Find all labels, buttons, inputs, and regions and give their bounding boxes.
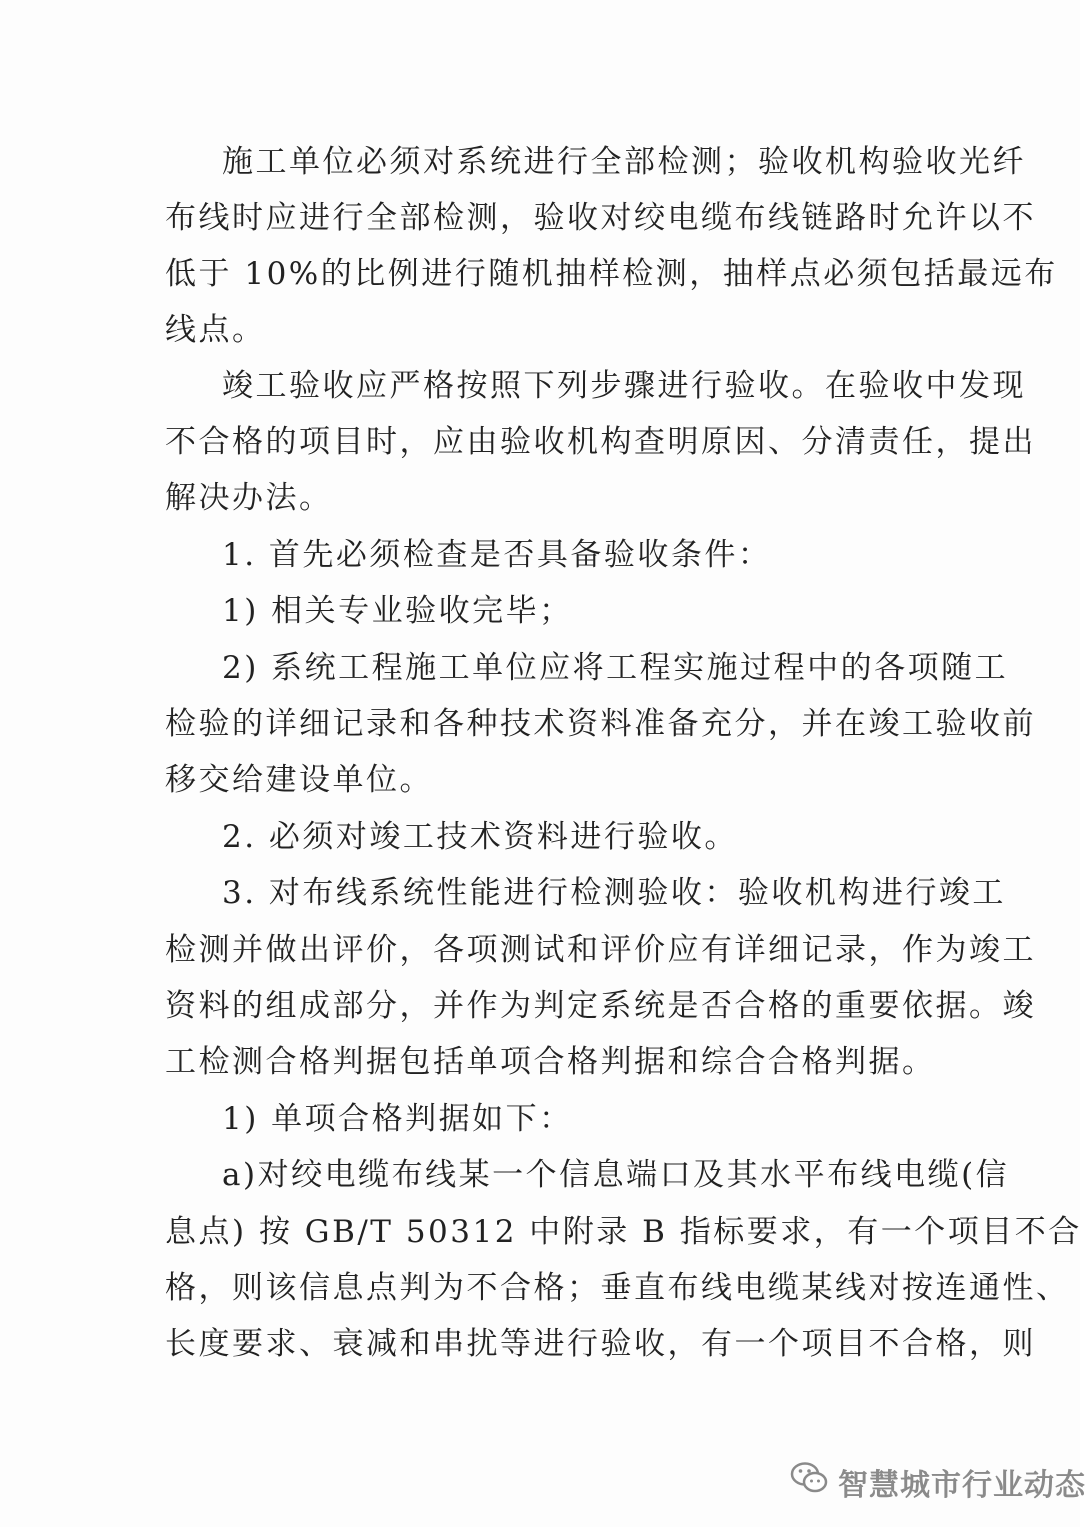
criteria-a-line-3: 格，则该信息点判为不合格；垂直布线电缆某线对按连通性、 [165, 1270, 1070, 1306]
step-3-line-4: 工检测合格判据包括单项合格判据和综合合格判据。 [165, 1044, 936, 1080]
step-1-item-2-line-1: 2) 系统工程施工单位应将工程实施过程中的各项随工 [222, 650, 1009, 686]
paragraph-1-line-2: 布线时应进行全部检测，验收对绞电缆布线链路时允许以不 [165, 200, 1036, 236]
step-3-line-2: 检测并做出评价，各项测试和评价应有详细记录，作为竣工 [165, 932, 1036, 968]
criteria-heading: 1) 单项合格判据如下： [222, 1101, 573, 1137]
criteria-a-line-2: 息点) 按 GB/T 50312 中附录 B 指标要求，有一个项目不合 [165, 1214, 1082, 1250]
wechat-icon [790, 1461, 828, 1503]
step-1-item-2-line-2: 检验的详细记录和各种技术资料准备充分，并在竣工验收前 [165, 706, 1036, 742]
step-2-heading: 2. 必须对竣工技术资料进行验收。 [222, 819, 738, 855]
criteria-a-line-4: 长度要求、衰减和串扰等进行验收，有一个项目不合格，则 [165, 1326, 1036, 1362]
paragraph-1-line-4: 线点。 [165, 312, 266, 348]
step-3-line-3: 资料的组成部分，并作为判定系统是否合格的重要依据。竣 [165, 988, 1036, 1024]
paragraph-2-line-1: 竣工验收应严格按照下列步骤进行验收。在验收中发现 [222, 368, 1026, 404]
criteria-a-line-1: a)对绞电缆布线某一个信息端口及其水平布线电缆(信 [222, 1157, 1010, 1193]
step-1-item-2-line-3: 移交给建设单位。 [165, 762, 433, 798]
step-1-heading: 1. 首先必须检查是否具备验收条件： [222, 537, 772, 573]
step-3-line-1: 3. 对布线系统性能进行检测验收：验收机构进行竣工 [222, 875, 1006, 911]
watermark-text: 智慧城市行业动态 [838, 1468, 1086, 1503]
paragraph-1-line-1: 施工单位必须对系统进行全部检测；验收机构验收光纤 [222, 144, 1026, 180]
paragraph-1-line-3: 低于 10%的比例进行随机抽样检测，抽样点必须包括最远布 [165, 256, 1058, 292]
paragraph-2-line-3: 解决办法。 [165, 480, 333, 516]
watermark [790, 1458, 1086, 1506]
paragraph-2-line-2: 不合格的项目时，应由验收机构查明原因、分清责任，提出 [165, 424, 1036, 460]
step-1-item-1: 1) 相关专业验收完毕； [222, 593, 573, 629]
